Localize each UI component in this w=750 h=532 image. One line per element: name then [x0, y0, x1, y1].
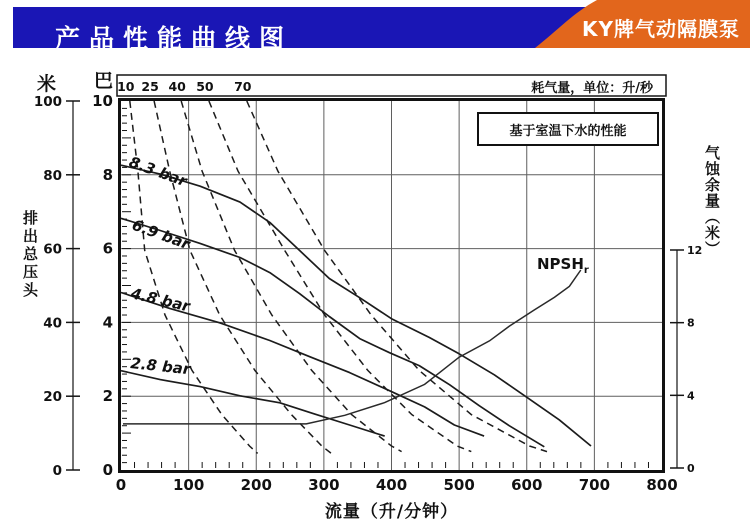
svg-text:200: 200 — [240, 476, 272, 494]
note-box — [477, 112, 659, 146]
svg-text:25: 25 — [141, 79, 159, 94]
svg-text:4.8 bar: 4.8 bar — [129, 284, 192, 316]
head-curve-labels — [127, 153, 194, 379]
brand-badge: KY牌气动隔膜泵 — [582, 17, 740, 41]
note-text: 基于室温下水的性能 — [509, 123, 627, 139]
svg-text:8: 8 — [102, 165, 113, 184]
svg-text:300: 300 — [308, 476, 340, 494]
svg-text:2: 2 — [102, 387, 113, 406]
svg-text:8.3 bar: 8.3 bar — [126, 152, 190, 191]
svg-text:10: 10 — [117, 79, 135, 94]
page-title: 产品性能曲线图 — [55, 24, 294, 53]
svg-text:700: 700 — [578, 476, 611, 494]
svg-text:40: 40 — [168, 79, 186, 94]
npsh-curve-label: $NPSH_r$ — [537, 255, 589, 276]
air-curve-25 — [154, 101, 331, 453]
svg-text:50: 50 — [196, 79, 214, 94]
meters-unit-label: 米 — [37, 73, 57, 95]
svg-text:100: 100 — [172, 476, 205, 494]
svg-text:4: 4 — [102, 313, 113, 332]
svg-text:40: 40 — [43, 315, 62, 332]
svg-text:6: 6 — [102, 239, 113, 258]
svg-text:0: 0 — [52, 463, 62, 479]
svg-text:8: 8 — [687, 316, 695, 330]
air-curve-10 — [130, 101, 258, 453]
flow-axis-labels — [116, 476, 678, 494]
svg-text:6.9 bar: 6.9 bar — [129, 215, 193, 254]
svg-text:4: 4 — [687, 389, 695, 403]
svg-text:500: 500 — [443, 476, 475, 494]
head-curve-2.8 bar — [121, 371, 385, 436]
minor-ticks — [122, 108, 648, 468]
svg-text:12: 12 — [687, 244, 703, 257]
svg-text:600: 600 — [511, 476, 543, 494]
head-curves — [121, 165, 591, 447]
svg-text:100: 100 — [33, 94, 62, 110]
svg-text:0: 0 — [115, 476, 127, 494]
svg-text:0: 0 — [687, 462, 695, 475]
svg-text:20: 20 — [43, 389, 62, 406]
bar-axis-labels — [92, 92, 113, 479]
svg-text:80: 80 — [43, 167, 62, 184]
npsh-axis — [670, 244, 702, 475]
head-curve-8.3 bar — [121, 165, 591, 446]
head-axis-title: 排出总压头 — [21, 210, 39, 300]
svg-text:70: 70 — [234, 79, 252, 94]
svg-text:0: 0 — [102, 461, 113, 479]
svg-text:800: 800 — [646, 476, 678, 494]
svg-text:400: 400 — [375, 476, 408, 494]
air-consumption-label: 耗气量，单位：升/秒 — [531, 81, 653, 96]
npsh-subscript: r — [583, 265, 589, 276]
svg-text:2.8 bar: 2.8 bar — [129, 354, 192, 379]
svg-text:60: 60 — [43, 241, 62, 258]
flow-axis-title: 流量（升/分钟） — [324, 502, 459, 522]
bar-unit-label: 巴 — [94, 70, 114, 92]
gridlines — [121, 101, 662, 470]
air-curve-50 — [209, 101, 471, 452]
npsh-axis-title: 气蚀余量（米） — [703, 145, 721, 257]
svg-text:10: 10 — [92, 92, 113, 110]
air-consumption-curves — [130, 101, 547, 453]
air-curve-40 — [181, 101, 401, 452]
